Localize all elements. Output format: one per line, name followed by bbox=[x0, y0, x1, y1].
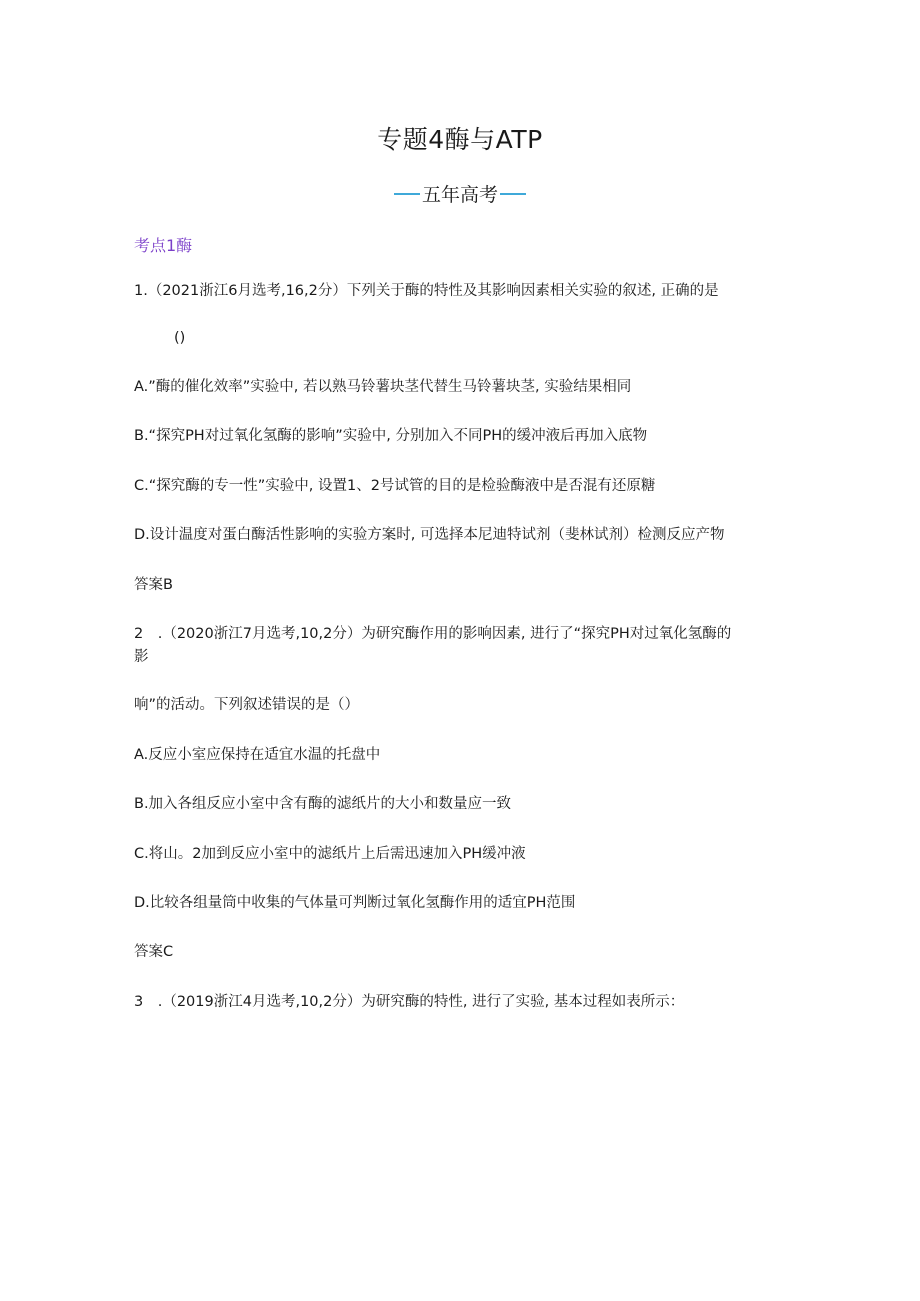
banner-title: 五年高考 bbox=[421, 184, 498, 206]
question-2-option-c: C.将山。2加到反应小室中的滤纸片上后需迅速加入PH缓冲液 bbox=[134, 846, 526, 862]
question-1-answer: 答案B bbox=[134, 577, 173, 593]
section-banner bbox=[0, 180, 920, 207]
question-2-stem-line2: 影 bbox=[134, 649, 149, 665]
question-1-blank: () bbox=[174, 330, 186, 346]
topic-heading: 考点1酶 bbox=[134, 236, 193, 255]
question-1-stem: 1.（2021浙江6月选考,16,2分）下列关于酶的特性及其影响因素相关实验的叙述, 正确的是 bbox=[134, 283, 719, 299]
question-1-option-d: D.设计温度对蛋白酶活性影响的实验方案时, 可选择本尼迪特试剂（斐林试剂）检测反应产物 bbox=[134, 527, 725, 543]
banner-rule-left bbox=[394, 193, 420, 195]
question-2-option-a: A.反应小室应保持在适宜水温的托盘中 bbox=[134, 747, 381, 763]
question-2-option-b: B.加入各组反应小室中含有酶的滤纸片的大小和数量应一致 bbox=[134, 796, 512, 812]
question-2-stem-line1: 2 .（2020浙江7月选考,10,2分）为研究酶作用的影响因素, 进行了“探究PH对过氧化氢酶的 bbox=[134, 626, 732, 642]
question-1-option-b: B.“探究PH对过氧化氢酶的影响”实验中, 分别加入不同PH的缓冲液后再加入底物 bbox=[134, 428, 648, 444]
banner-rule-right bbox=[500, 193, 526, 195]
question-1-option-a: A.”酶的催化效率”实验中, 若以熟马铃薯块茎代替生马铃薯块茎, 实验结果相同 bbox=[134, 379, 632, 395]
question-1-option-c: C.“探究酶的专一性”实验中, 设置1、2号试管的目的是检验酶液中是否混有还原糖 bbox=[134, 478, 656, 494]
question-2-stem-line3: 响”的活动。下列叙述错误的是（） bbox=[134, 697, 360, 713]
question-2-answer: 答案C bbox=[134, 944, 174, 960]
question-2-option-d: D.比较各组量筒中收集的气体量可判断过氧化氢酶作用的适宜PH范围 bbox=[134, 895, 576, 911]
page-title: 专题4酶与ATP bbox=[377, 125, 543, 154]
question-3-stem: 3 .（2019浙江4月选考,10,2分）为研究酶的特性, 进行了实验, 基本过程如表所示： bbox=[134, 994, 685, 1010]
